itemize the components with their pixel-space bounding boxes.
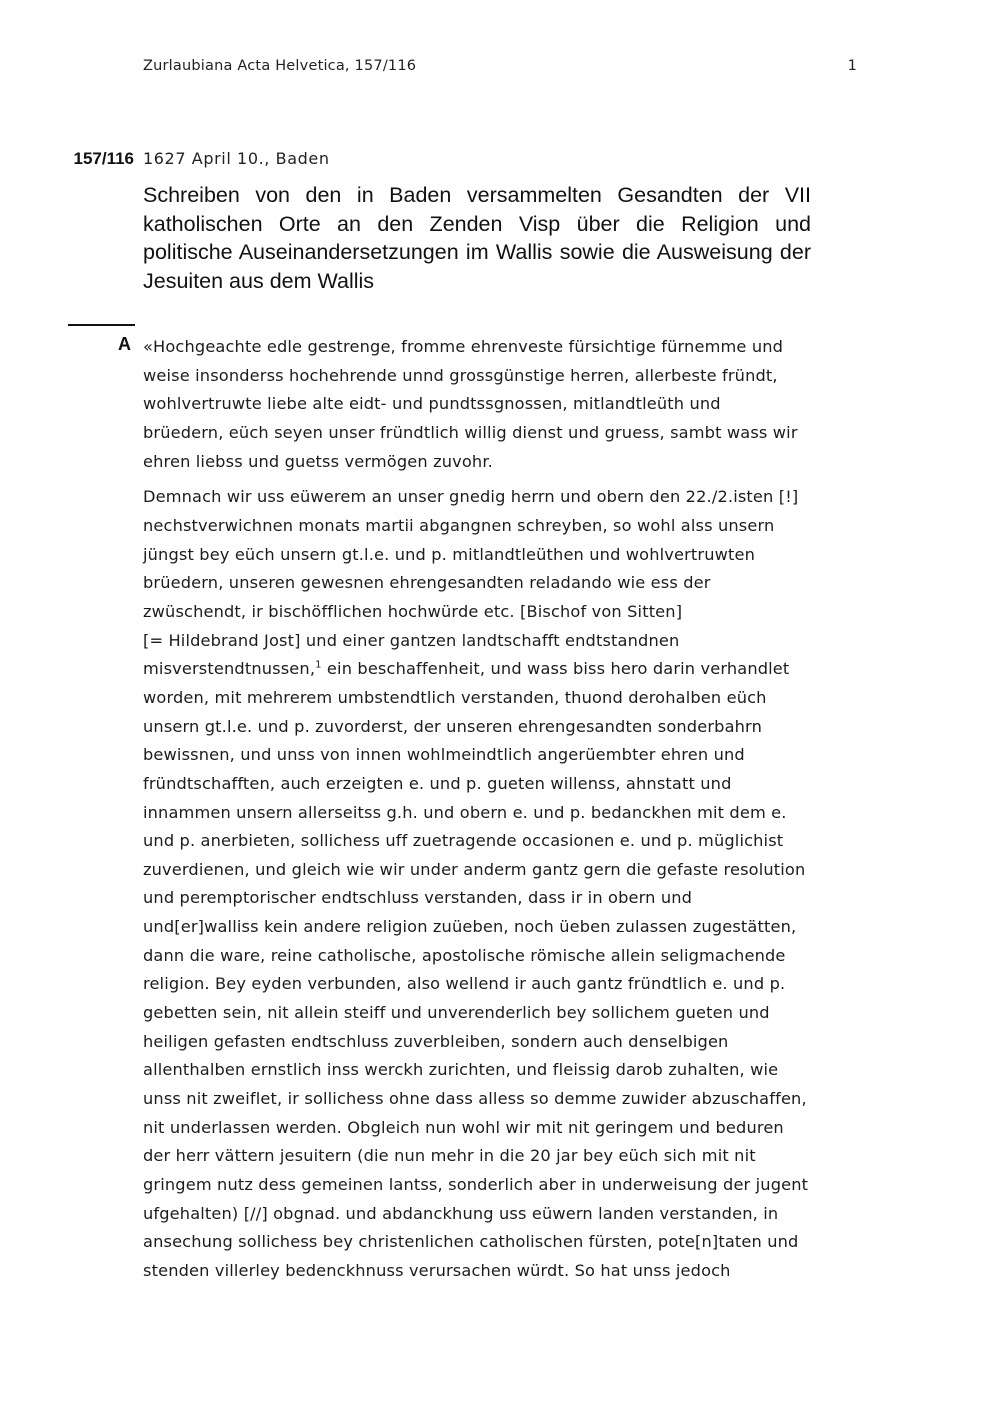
witness-siglum: A [118,334,131,354]
letter-body [143,333,857,1286]
text-line: weise insonderss hochehrende unnd grossgünstige herren, allerbeste fründt, [143,365,778,385]
text-line: brüedern, eüch seyen unser fründtlich willig dienst und gruess, sambt wass wir [143,422,798,442]
footnote-marker[interactable]: 1 [315,659,322,671]
text-line: und p. anerbieten, sollichess uff zuetragende occasionen e. und p. müglichist [143,831,784,851]
main-paragraph [143,483,857,1285]
text-line: jüngst bey eüch unsern gt.l.e. und p. mitlandtleüthen und wohlvertruwten [143,544,756,564]
text-line: allenthalben ernstlich inss werckh zurichten, und fleissig darob zuhalten, wie [143,1060,779,1080]
salutation-paragraph [143,333,857,476]
text-line: «Hochgeachte edle gestrenge, fromme ehrenveste fürsichtige fürnemme und [143,337,784,356]
text-line: stenden villerley bedenckhnuss verursachen würdt. So hat unss jedoch [143,1261,731,1280]
text-line: dann die ware, reine catholische, apostolische römische allein seligmachende [143,945,786,965]
text-line: heiligen gefasten endtschluss zuverbleiben, sondern auch denselbigen [143,1031,729,1051]
text-line: Demnach wir uss eüwerem an unser gnedig herrn und obern den 22./2.isten [!] [143,487,799,507]
text-line: unss nit zweiflet, ir sollichess ohne dass alless so demme zuwider abzuschaffen, [143,1089,807,1109]
text-line: gringem nutz dess gemeinen lantss, sonderlich aber in underweisung der jugent [143,1175,809,1195]
section-separator [68,324,135,326]
text-line-with-footnote [143,655,857,684]
text-segment: misverstendtnussen, [143,659,316,679]
text-line: brüedern, unseren gewesnen ehrengesandten reladando wie ess der [143,573,711,593]
text-line: und[er]walliss kein andere religion zuüeben, noch üeben zulassen zugestätten, [143,917,797,937]
text-line: ehren liebss und guetss vermögen zuvohr. [143,451,493,471]
text-line: innammen unsern allerseitss g.h. und obern e. und p. bedanckhen mit dem e. [143,802,787,822]
text-line: und peremptorischer endtschluss verstanden, dass ir in obern und [143,888,693,908]
running-header [143,58,857,74]
text-line: fründtschafften, auch erzeigten e. und p. gueten willenss, ahnstatt und [143,773,732,793]
document-date-place: 1627 April 10., Baden [143,149,330,168]
text-line: religion. Bey eyden verbunden, also wellend ir auch gantz fründtlich e. und p. [143,974,786,994]
text-line: nechstverwichnen monats martii abgangnen schreyben, so wohl alss unsern [143,515,775,535]
text-line: nit underlassen werden. Obgleich nun wohl wir mit nit geringem und beduren [143,1117,784,1137]
text-line: unsern gt.l.e. und p. zuvorderst, der unseren ehrengesandten sonderbahrn [143,716,762,736]
text-segment: ein beschaffenheit, und wass biss hero darin verhandlet [321,659,790,679]
document-number: 157/116 [73,149,134,168]
text-line: [= Hildebrand Jost] und einer gantzen landtschafft endtstandnen [143,630,680,650]
running-title: Zurlaubiana Acta Helvetica, 157/116 [143,58,417,74]
text-line: zuverdienen, und gleich wie wir under anderm gantz gern die gefaste resolution [143,859,806,879]
text-line: ufgehalten) [//] obgnad. und abdanckhung uss eüwern landen verstanden, in [143,1203,779,1223]
text-line: bewissnen, und unss von innen wohlmeindtlich angerüembter ehren und [143,745,745,765]
text-line: zwüschendt, ir bischöfflichen hochwürde etc. [Bischof von Sitten] [143,601,683,621]
text-line: der herr vättern jesuitern (die nun mehr in die 20 jar bey eüch sich mit nit [143,1146,756,1166]
document-title: Schreiben von den in Baden versammelten Gesandten der VII katholischen Orte an den Zenden Visp über die Religion und politische Auseinandersetzungen im Wallis sowie die Ausweisung der Jesuiten aus dem Wallis [143,183,811,293]
text-line: worden, mit mehrerem umbstendtlich verstanden, thuond derohalben eüch [143,687,767,707]
text-line: ansechung sollichess bey christenlichen catholischen fürsten, pote[n]taten und [143,1232,799,1252]
text-line: wohlvertruwte liebe alte eidt- und pundtssgnossen, mitlandtleüth und [143,394,721,414]
text-line: gebetten sein, nit allein steiff und unverenderlich bey sollichem gueten und [143,1003,770,1023]
page-number: 1 [847,58,857,74]
